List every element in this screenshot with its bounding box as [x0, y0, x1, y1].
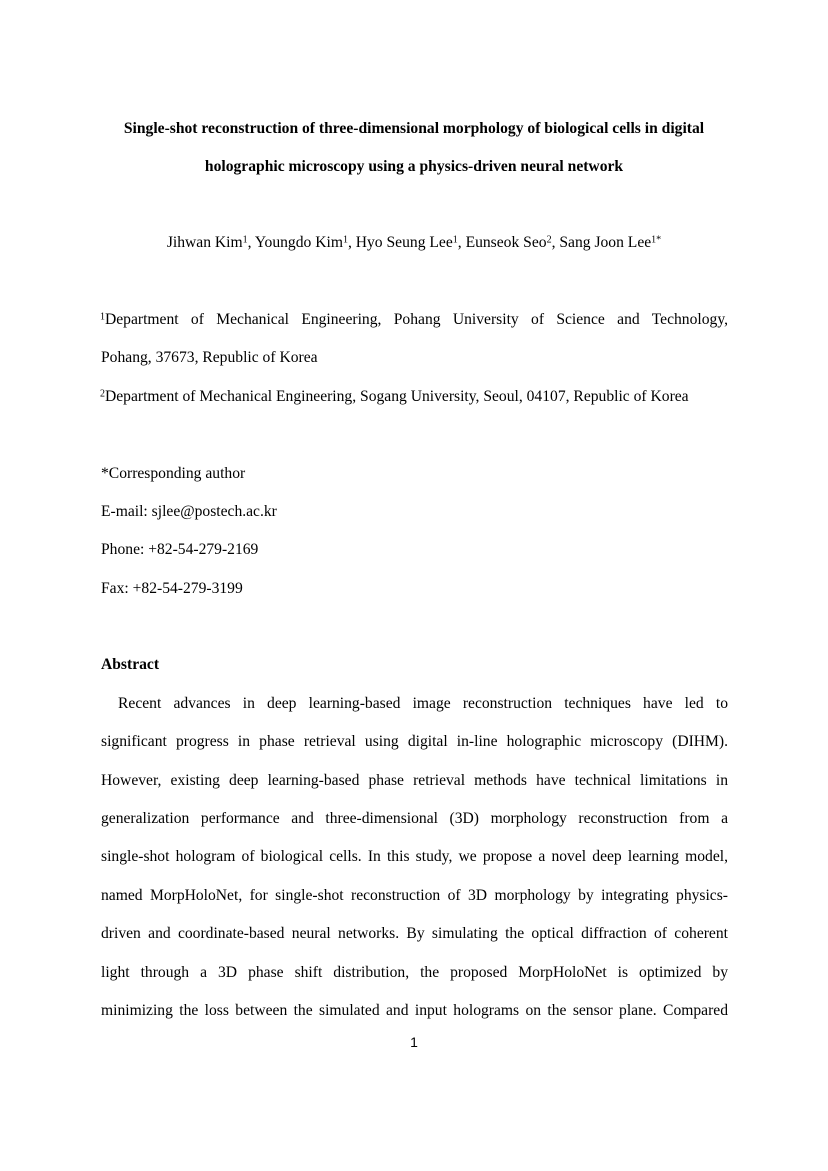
abstract-heading: Abstract — [101, 656, 160, 673]
contact-fax: Fax: +82-54-279-3199 — [101, 580, 243, 597]
abstract-line: minimizing the loss between the simulated and input holograms on the sensor plane. Compared — [101, 1002, 728, 1019]
abstract-line: Recent advances in deep learning-based image reconstruction techniques have led to — [118, 695, 728, 712]
affiliation-1-line-1 — [100, 310, 728, 330]
author-affiliation-marker: 1 — [452, 234, 458, 246]
author-separator: , — [247, 234, 255, 251]
author-name: Eunseok Seo — [465, 234, 547, 251]
affiliation-text: Department of Mechanical Engineering, Sogang University, Seoul, 04107, Republic of Korea — [105, 388, 689, 405]
abstract-line: significant progress in phase retrieval using digital in-line holographic microscopy (DIHM). — [101, 733, 728, 750]
abstract-line: generalization performance and three-dimensional (3D) morphology reconstruction from a — [101, 810, 728, 827]
affiliation-marker: 1 — [100, 311, 105, 323]
author-affiliation-marker: 1 — [242, 234, 248, 246]
paper-title-line-2: holographic microscopy using a physics-driven neural network — [204, 158, 624, 175]
contact-phone: Phone: +82-54-279-2169 — [101, 541, 259, 558]
abstract-line: named MorpHoloNet, for single-shot reconstruction of 3D morphology by integrating physics- — [101, 887, 728, 904]
author-name: Youngdo Kim — [254, 234, 343, 251]
author-separator: , — [457, 234, 466, 251]
abstract-line: However, existing deep learning-based phase retrieval methods have technical limitations in — [101, 772, 728, 789]
contact-email: E-mail: sjlee@postech.ac.kr — [101, 503, 277, 520]
author-name: Hyo Seung Lee — [355, 234, 453, 251]
author-separator: , — [347, 234, 356, 251]
affiliation-text: Department of Mechanical Engineering, Pohang University of Science and Technology, — [105, 311, 728, 328]
author-affiliation-marker: 1 — [342, 234, 348, 246]
affiliation-marker: 2 — [100, 388, 105, 400]
author-affiliation-marker: 2 — [546, 234, 552, 246]
author-list — [60, 233, 768, 253]
author-name: Jihwan Kim — [166, 234, 243, 251]
corresponding-author-label: *Corresponding author — [101, 465, 246, 482]
abstract-line: driven and coordinate-based neural networks. By simulating the optical diffraction of coherent — [101, 925, 728, 942]
affiliation-1-line-2: Pohang, 37673, Republic of Korea — [101, 349, 318, 366]
author-separator: , — [551, 234, 560, 251]
paper-title-line-1: Single-shot reconstruction of three-dimensional morphology of biological cells in digital — [123, 120, 705, 137]
affiliation-2 — [100, 387, 727, 407]
abstract-line: single-shot hologram of biological cells. In this study, we propose a novel deep learning model, — [101, 848, 728, 865]
page-number: 1 — [410, 1034, 418, 1050]
author-name: Sang Joon Lee — [559, 234, 652, 251]
author-affiliation-marker: 1* — [651, 234, 662, 246]
abstract-line: light through a 3D phase shift distribution, the proposed MorpHoloNet is optimized by — [101, 964, 728, 981]
